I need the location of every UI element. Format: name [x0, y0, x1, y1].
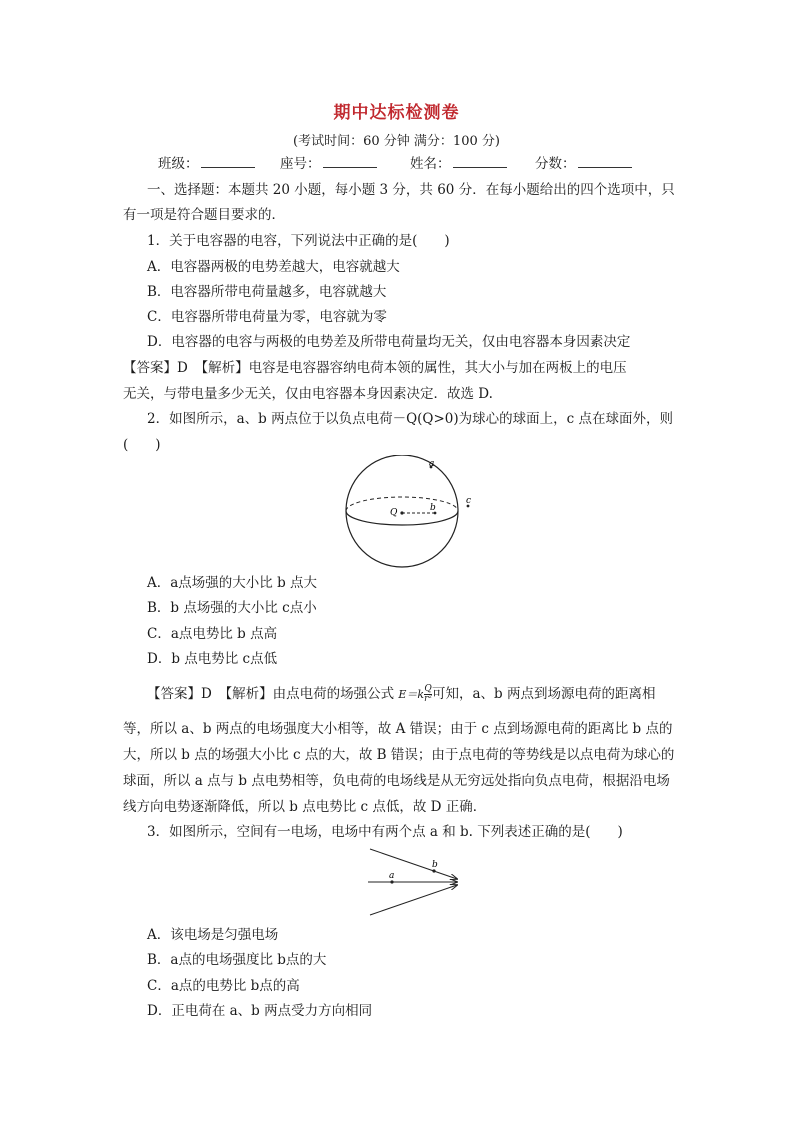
q2-analysis-line5: 线方向电势逐渐降低，所以 b 点电势比 c 点低，故 D 正确． — [123, 799, 487, 815]
q3-option-d: D．正电荷在 a、b 两点受力方向相同 — [147, 1003, 373, 1019]
q1-answer-line1 — [123, 358, 627, 378]
q2-stem-line1: 2．如图所示，a、b 两点位于以负点电荷－Q(Q>0)为球心的球面上，c 点在球面外，则 — [147, 411, 673, 427]
q2-option-b: B．b 点场强的大小比 c点小 — [147, 600, 317, 616]
field-line-lower — [370, 885, 457, 915]
field-name — [410, 154, 507, 174]
analysis-text: 可知，a、b 两点到场源电荷的距离相 — [432, 686, 656, 702]
sphere-figure — [335, 455, 495, 575]
q1-stem: 1．关于电容器的电容，下列说法中正确的是( ) — [147, 233, 450, 249]
blank-line — [201, 155, 255, 168]
formula-numerator: Q — [424, 684, 432, 694]
q2-analysis-line2: 等，所以 a、b 两点的电场强度大小相等，故 A 错误；由于 c 点到场源电荷的距离比 b 点的 — [123, 721, 673, 737]
q2-option-c: C．a点电势比 b 点高 — [147, 626, 278, 642]
q1-answer-line2: 无关，与带电量多少无关，仅由电容器本身因素决定．故选 D. — [123, 386, 493, 402]
q2-analysis-line3: 大，所以 b 点的场强大小比 c 点的大，故 B 错误；由于点电荷的等势线是以点电荷为球心的 — [123, 747, 675, 763]
blank-line — [578, 155, 632, 168]
label-a: a — [429, 459, 435, 469]
formula-fraction — [424, 685, 432, 704]
label-b: b — [430, 503, 436, 513]
field-line-upper — [370, 849, 457, 879]
blank-line — [323, 155, 377, 168]
formula-lhs: E＝k — [398, 688, 425, 701]
answer-tag: 【答案】D — [123, 360, 188, 376]
q2-option-d: D．b 点电势比 c点低 — [147, 651, 278, 667]
q1-option-a: A．电容器两极的电势差越大，电容就越大 — [147, 259, 400, 275]
field-label: 班级： — [158, 156, 199, 172]
q3-option-b: B．a点的电场强度比 b点的大 — [147, 952, 327, 968]
q2-option-a: A．a点场强的大小比 b 点大 — [147, 575, 318, 591]
field-seat — [280, 154, 377, 174]
field-lines-figure — [362, 845, 472, 920]
q3-stem: 3．如图所示，空间有一电场，电场中有两个点 a 和 b. 下列表述正确的是( ) — [147, 824, 623, 840]
q2-answer-line1 — [147, 684, 655, 705]
charge-point — [400, 511, 403, 514]
field-score — [535, 154, 632, 174]
section-instruction-line2: 有一项是符合题目要求的． — [123, 207, 285, 223]
sphere-equator-back — [346, 497, 458, 511]
field-label: 座号： — [280, 156, 321, 172]
page-title: 期中达标检测卷 — [333, 103, 460, 123]
field-label: 姓名： — [410, 156, 451, 172]
field-class — [158, 154, 255, 174]
q3-option-c: C．a点的电势比 b点的高 — [147, 978, 300, 994]
analysis-text: 电容是电容器容纳电荷本领的属性，其大小与加在两板上的电压 — [248, 360, 627, 376]
analysis-text: 由点电荷的场强公式 — [272, 686, 395, 702]
analysis-tag: 【解析】 — [225, 686, 273, 702]
blank-line — [453, 155, 507, 168]
exam-subtitle: (考试时间：60 分钟 满分：100 分) — [293, 134, 500, 149]
q2-stem-line2: ( ) — [123, 437, 161, 453]
label-a: a — [389, 871, 395, 881]
sphere-outline — [346, 455, 458, 567]
label-b: b — [432, 860, 438, 870]
label-c: c — [466, 496, 472, 506]
q1-option-c: C．电容器所带电荷量为零，电容就为零 — [147, 309, 387, 325]
q1-option-d: D．电容器的电容与两极的电势差及所带电荷量均无关，仅由电容器本身因素决定 — [147, 334, 631, 350]
q3-option-a: A．该电场是匀强电场 — [147, 927, 279, 943]
answer-tag: 【答案】D — [147, 686, 212, 702]
label-q: Q — [390, 508, 398, 518]
q2-analysis-line4: 球面，所以 a 点与 b 点电势相等，负电荷的电场线是从无穷远处指向负点电荷，根据沿电场 — [123, 773, 670, 789]
q1-option-b: B．电容器所带电荷量越多，电容就越大 — [147, 284, 387, 300]
formula-denominator: r² — [424, 694, 432, 704]
field-label: 分数： — [535, 156, 576, 172]
analysis-tag: 【解析】 — [201, 360, 249, 376]
section-instruction-line1: 一、选择题：本题共 20 小题，每小题 3 分，共 60 分．在每小题给出的四个选项中，只 — [147, 182, 675, 198]
